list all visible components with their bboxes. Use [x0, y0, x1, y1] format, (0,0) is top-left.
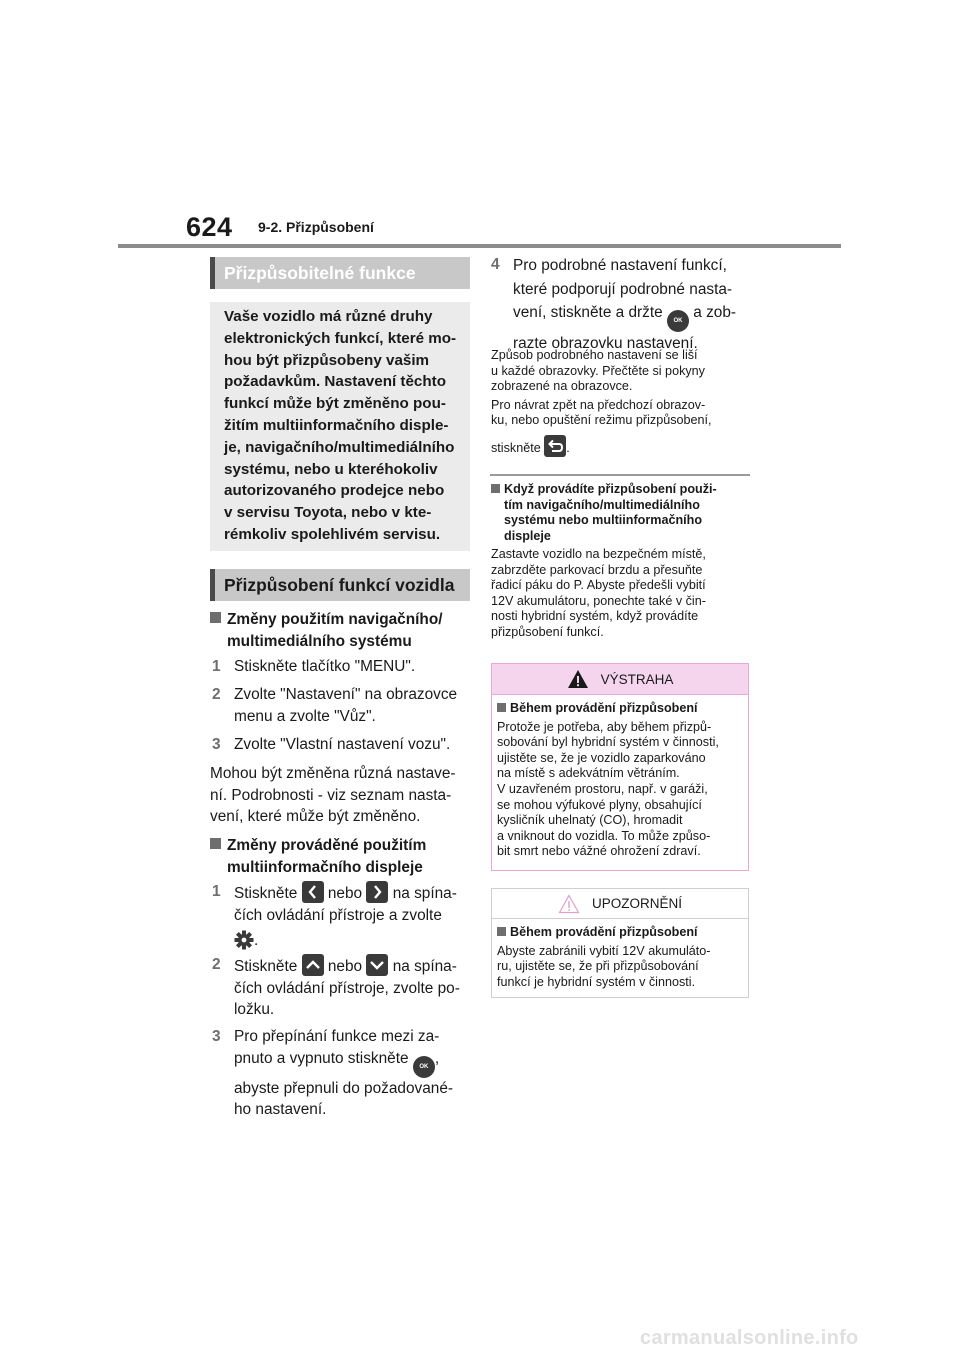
step-4-detailed: 4 Pro podrobné nastavení funkcí, které podporují podrobné nasta- vení, stiskněte a držte OK a zob- razte obrazovku nastavení.	[491, 256, 737, 352]
intro-line: v servisu Toyota, nebo v kte-	[224, 504, 432, 522]
heading-vehicle-customization: Přizpůsobení funkcí vozidla	[210, 569, 470, 601]
caution-header: UPOZORNĚNÍ	[492, 889, 748, 919]
intro-line: žitím multiinformačního disple-	[224, 416, 449, 434]
step-1-display: 1 Stiskněte nebo na spína- čích ovládání přístroje a zvolte .	[212, 881, 474, 951]
intro-line: autorizovaného prodejce nebo	[224, 482, 445, 500]
intro-line: hou být přizpůsobeny vašim	[224, 351, 430, 369]
chevron-left-icon	[302, 881, 324, 903]
back-arrow-icon	[544, 435, 566, 457]
subheading-when-customizing: Když provádíte přizpůsobení použi- tím navigačního/multimediálního systému nebo multiinformačního displeje	[491, 482, 753, 544]
caution-triangle-icon	[558, 894, 580, 914]
ok-button-icon: OK	[667, 310, 689, 332]
intro-line: elektronických funkcí, které mo-	[224, 329, 457, 347]
separator-rule	[490, 474, 750, 476]
square-bullet-icon	[491, 484, 500, 493]
note-detailed-settings: Způsob podrobného nastavení se liší u každé obrazovky. Přečtěte si pokyny zobrazené na obrazovce. Pro návrat zpět na předchozí obrazov- ku, nebo opuštění režimu přizpůsobení, stiskněte .	[491, 348, 712, 455]
ok-button-icon: OK	[413, 1056, 435, 1078]
step-2-nav: 2 Zvolte "Nastavení" na obrazovce menu a zvolte "Vůz".	[212, 686, 458, 725]
section-title: 9-2. Přizpůsobení	[258, 219, 374, 235]
step-3-display: 3 Pro přepínání funkce mezi za- pnuto a vypnuto stiskněte OK , abyste přepnuli do požadované- ho nastavení.	[212, 1028, 454, 1119]
square-bullet-icon	[497, 927, 506, 936]
step-1-nav: 1 Stiskněte tlačítko "MENU".	[212, 658, 416, 675]
intro-line: systému, nebo u kteréhokoliv	[224, 460, 438, 478]
warning-box: VÝSTRAHA Během provádění přizpůsobení Protože je potřeba, aby během přizpů- sobování byl hybridní systém v činnosti, ujistěte se, že je vozidlo zaparkováno na místě s adekvátním větráním. V uzavřeném prostoru, např. v garáži, se mohou výfukové plyny, obsahující kysličník uhelnatý (CO), hromadit a vniknout do vozidla. To může způso- bit smrt nebo vážné ohrožení zdraví.	[491, 663, 749, 871]
intro-box	[210, 302, 470, 551]
paragraph-stop-vehicle: Zastavte vozidlo na bezpečném místě, zabrzděte parkovací brzdu a přesuňte řadicí páku do P. Abyste předešli vybití 12V akumulátoru, ponechte také v čin- nosti hybridní systém, když provádíte přizpůsobení funkcí.	[491, 547, 706, 639]
left-body	[210, 609, 472, 652]
intro-line: požadavkům. Nastavení těchto	[224, 373, 446, 391]
square-bullet-icon	[210, 612, 221, 623]
subheading-navigation: Změny použitím navigačního/ multimediálního systému	[210, 609, 472, 652]
header-rule	[118, 244, 841, 248]
intro-line: rémkoliv spolehlivém servisu.	[224, 525, 441, 543]
caution-box: UPOZORNĚNÍ Během provádění přizpůsobení Abyste zabránili vybití 12V akumuláto- ru, ujistěte se, že při přizpůsobování funkcí je hybridní systém v činnosti.	[491, 888, 749, 998]
paragraph-changeable: Mohou být změněna různá nastave- ní. Podrobnosti - viz seznam nasta- vení, které může být změněno.	[210, 765, 456, 826]
intro-line: je, navigačního/multimediálního	[224, 438, 455, 456]
watermark: carmanualsonline.info	[640, 1327, 859, 1349]
chevron-down-icon	[366, 954, 388, 976]
page-number: 624	[186, 212, 233, 242]
chevron-right-icon	[366, 881, 388, 903]
intro-line: funkcí může být změněno pou-	[224, 395, 446, 413]
heading-customizable-features: Přizpůsobitelné funkce	[210, 257, 470, 289]
warning-triangle-icon	[567, 669, 589, 689]
square-bullet-icon	[210, 838, 221, 849]
subheading-multi-display: Změny prováděné použitím multiinformačního displeje	[210, 835, 472, 878]
square-bullet-icon	[497, 703, 506, 712]
warning-header: VÝSTRAHA	[492, 664, 748, 695]
step-3-nav: 3 Zvolte "Vlastní nastavení vozu".	[212, 736, 451, 753]
intro-line: Vaše vozidlo má různé druhy	[224, 308, 433, 325]
chevron-up-icon	[302, 954, 324, 976]
step-2-display: 2 Stiskněte nebo na spína- čích ovládání přístroje, zvolte po- ložku.	[212, 956, 460, 1019]
